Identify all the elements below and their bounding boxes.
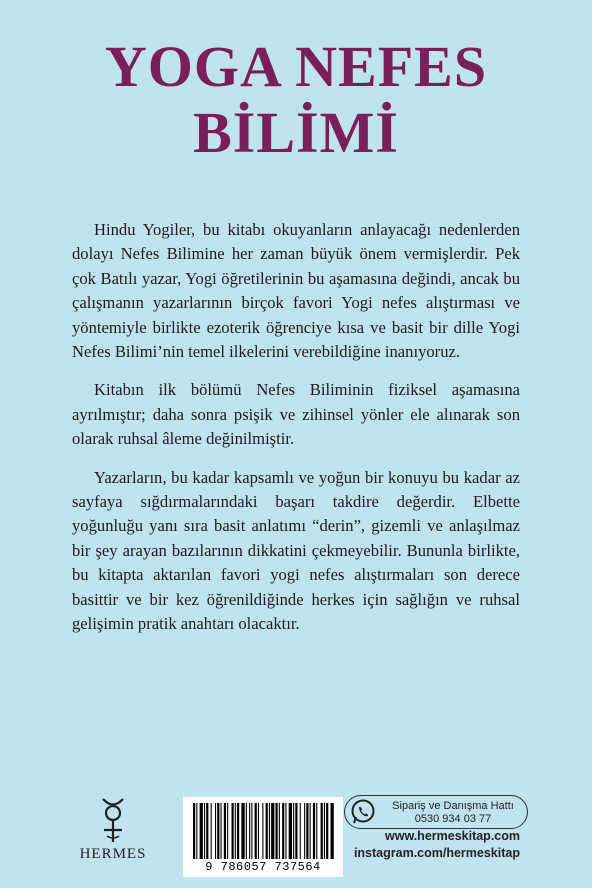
paragraph-3: Yazarların, bu kadar kapsamlı ve yoğun bir konuyu bu kadar az sayfaya sığdırmalarındaki başarı takdire değerdir. Elbette yoğunluğu yanı sıra basit anlatımı “derin”, gizemli ve anlaşılmaz bir şey arayan bazılarının dikkatini çekmeyebilir. Bununla birlikte, bu kitapta aktarılan favori yogi nefes alıştırmaları son derece basittir ve bir kez öğrenildiğinde herkes için sağlığın ve ruhsal gelişimin pratik anahtarı olacaktır. <box>72 467 520 634</box>
barcode-bar <box>237 803 239 859</box>
barcode-bar <box>293 803 294 859</box>
barcode-bar <box>204 803 205 859</box>
barcode-bar <box>316 803 317 859</box>
barcode-bar <box>271 803 274 859</box>
barcode-bar <box>324 803 325 859</box>
barcode-bar <box>258 803 259 859</box>
instagram-link[interactable]: instagram.com/hermeskitap <box>353 846 520 860</box>
barcode-bar <box>269 803 270 859</box>
hermes-symbol-icon <box>98 796 128 844</box>
barcode-bar <box>224 803 226 859</box>
back-cover-text <box>72 218 520 651</box>
barcode-bar <box>266 803 268 859</box>
barcode-bar <box>262 803 263 859</box>
publisher-name: HERMES <box>79 846 147 862</box>
barcode-bar <box>300 803 301 859</box>
contact-label: Sipariş ve Danışma Hattı <box>392 800 514 812</box>
barcode-bar <box>193 803 195 859</box>
barcode-bar <box>215 803 216 859</box>
barcode-bar <box>331 803 334 859</box>
barcode-bar <box>321 803 323 859</box>
barcode-bar <box>289 803 292 859</box>
website-link[interactable]: www.hermeskitap.com <box>385 829 520 843</box>
publisher-logo <box>68 796 158 863</box>
barcode-bar <box>304 803 305 859</box>
barcode-bars <box>191 803 335 859</box>
barcode-bar <box>310 803 311 859</box>
title-line-2: BİLİMİ <box>193 100 399 165</box>
whatsapp-phone-icon <box>349 798 377 826</box>
barcode-bar <box>227 803 228 859</box>
title-line-1: YOGA NEFES <box>104 34 488 99</box>
paragraph-2: Kitabın ilk bölümü Nefes Biliminin fiziksel aşamasına ayrılmıştır; daha sonra psişik ve zihinsel yönler ele alınarak son olarak ruhsal âleme değinilmiştir. <box>72 380 520 449</box>
barcode-bar <box>313 803 315 859</box>
barcode-bar <box>251 803 252 859</box>
barcode-bar <box>217 803 219 859</box>
barcode-bar <box>196 803 197 859</box>
barcode-bar <box>200 803 203 859</box>
paragraph-1: Hindu Yogiler, bu kitabı okuyanların anlayacağı nedenlerden dolayı Nefes Bilimine her zaman büyük önem vermişlerdir. Pek çok Batılı yazar, Yogi öğretilerinin bu aşamasına değindi, ancak bu çalışmanın yazarlarının birçok favori Yogi nefes alıştırması ve yöntemiyle birlikte ezoterik öğrenciye kısa ve basit bir dille Yogi Nefes Bilimi’nin temel ilkelerini verebildiğine inanıyoruz. <box>72 220 520 362</box>
barcode-bar <box>279 803 280 859</box>
barcode-bar <box>326 803 328 859</box>
barcode-bar <box>246 803 247 859</box>
barcode-bar <box>211 803 212 859</box>
book-title <box>0 34 592 166</box>
barcode-bar <box>255 803 257 859</box>
barcode-bar <box>235 803 236 859</box>
barcode-bar <box>282 803 284 859</box>
barcode-bar <box>241 803 244 859</box>
barcode-bar <box>285 803 286 859</box>
barcode-bar <box>206 803 208 859</box>
barcode-bar <box>276 803 278 859</box>
barcode-bar <box>306 803 308 859</box>
barcode-bar <box>232 803 234 859</box>
contact-box <box>344 795 528 829</box>
contact-phone: 0530 934 03 77 <box>414 813 492 825</box>
barcode-bar <box>295 803 297 859</box>
barcode-bar <box>221 803 222 859</box>
isbn-barcode <box>183 797 343 877</box>
isbn-digits: 9 786057 737564 <box>205 860 321 874</box>
barcode-bar <box>249 803 250 859</box>
